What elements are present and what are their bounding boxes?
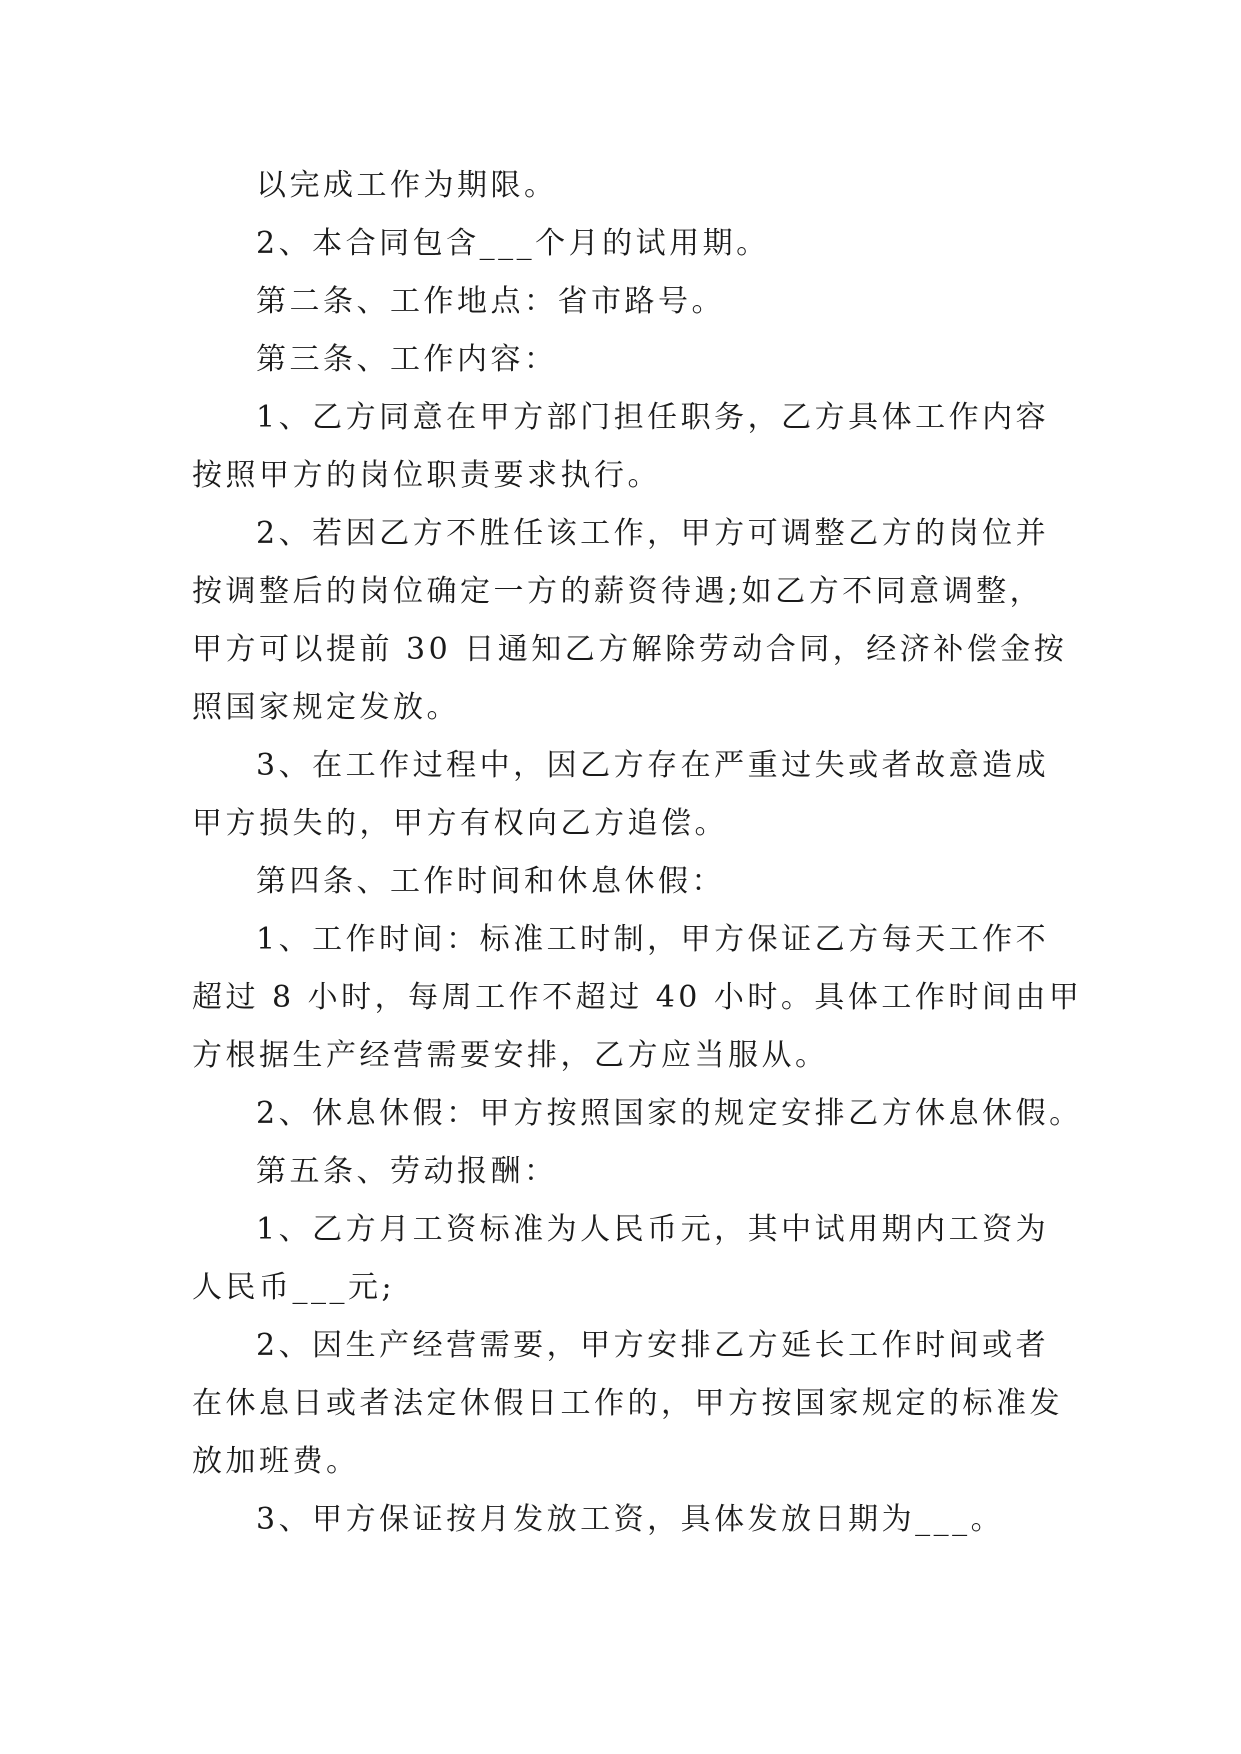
text-line-4: 第三条、工作内容： [256, 342, 558, 377]
text-line-21: 2、因生产经营需要，甲方安排乙方延长工作时间或者 [256, 1328, 1050, 1363]
text-line-18: 第五条、劳动报酬： [256, 1154, 558, 1189]
text-line-24: 3、甲方保证按月发放工资，具体发放日期为___。 [256, 1502, 1005, 1537]
text-line-16: 方根据生产经营需要安排，乙方应当服从。 [192, 1038, 829, 1073]
text-line-1: 以完成工作为期限。 [256, 168, 558, 203]
text-line-19: 1、乙方月工资标准为人民币元，其中试用期内工资为 [256, 1212, 1050, 1247]
text-line-11: 3、在工作过程中，因乙方存在严重过失或者故意造成 [256, 748, 1050, 783]
text-line-9: 甲方可以提前 30 日通知乙方解除劳动合同，经济补偿金按 [192, 632, 1068, 667]
text-line-3: 第二条、工作地点：省市路号。 [256, 284, 725, 319]
text-line-6: 按照甲方的岗位职责要求执行。 [192, 458, 661, 493]
text-line-23: 放加班费。 [192, 1444, 360, 1479]
text-line-8: 按调整后的岗位确定一方的薪资待遇;如乙方不同意调整， [192, 574, 1044, 609]
text-line-5: 1、乙方同意在甲方部门担任职务，乙方具体工作内容 [256, 400, 1050, 435]
text-line-22: 在休息日或者法定休假日工作的，甲方按国家规定的标准发 [192, 1386, 1063, 1421]
text-line-17: 2、休息休假：甲方按照国家的规定安排乙方休息休假。 [256, 1096, 1083, 1131]
text-line-2: 2、本合同包含___个月的试用期。 [256, 226, 770, 261]
text-line-15: 超过 8 小时，每周工作不超过 40 小时。具体工作时间由甲 [192, 980, 1083, 1015]
text-line-10: 照国家规定发放。 [192, 690, 460, 725]
text-line-13: 第四条、工作时间和休息休假： [256, 864, 725, 899]
text-line-20: 人民币___元; [192, 1270, 396, 1305]
text-line-14: 1、工作时间：标准工时制，甲方保证乙方每天工作不 [256, 922, 1050, 957]
text-line-12: 甲方损失的，甲方有权向乙方追偿。 [192, 806, 728, 841]
text-line-7: 2、若因乙方不胜任该工作，甲方可调整乙方的岗位并 [256, 516, 1050, 551]
